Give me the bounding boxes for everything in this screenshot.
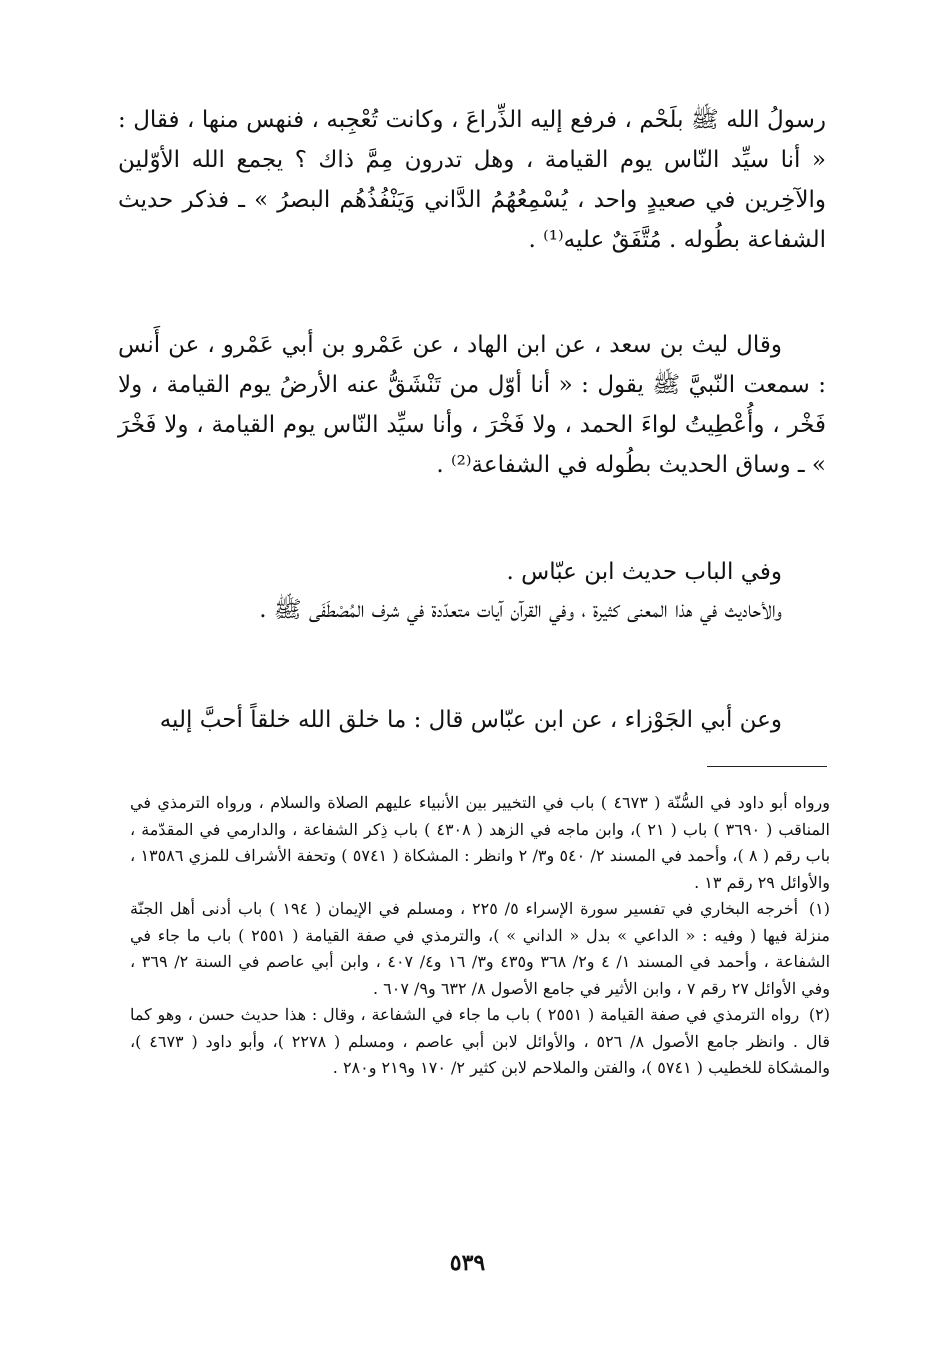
body-paragraph-3 (118, 552, 826, 592)
page-number: ٥٣٩ (449, 1250, 486, 1276)
body-paragraph-5 (118, 700, 826, 740)
footnote-text: رواه الترمذي في صفة القيامة ( ٢٥٥١ ) باب ما جاء في الشفاعة ، وقال : هذا حديث حسن ، وهو كما قال . وانظر جامع الأصول ٨/ ٥٢٦ ، والأوائل لابن أبي عاصم ، ومسلم ( ٢٢٧٨ )، وأبو داود ( ٤٦٧٣ )، والمشكاة للخطيب ( ٥٧٤١ )، والفتن والملاحم لابن كثير ٢/ ١٧٠ و٢١٩ و٢٨٠ . (130, 1005, 830, 1077)
paragraph-text: وفي الباب حديث ابن عبّاس . (506, 559, 782, 585)
paragraph-text: والأحاديث في هذا المعنى كثيرة ، وفي القرآن آيات متعدّدة في شرف المُصْطَفَى ﷺ . (259, 597, 782, 623)
footnote-1 (130, 896, 830, 1002)
paragraph-text: رسولُ الله ﷺ بلَحْم ، فرفع إليه الذِّراعَ ، وكانت تُعْجِبه ، فنهس منها ، فقال : « أنا سيِّد النّاس يوم القيامة ، وهل تدرون مِمَّ ذاك ؟ يجمع الله الأوّلين والآخِرين في صعيدٍ واحد ، يُسْمِعُهُمُ الدَّاني وَيَنْفُذُهُم البصرُ » ـ فذكر حديث الشفاعة بطُوله . مُتَّفَقٌ عليه⁽¹⁾ . (118, 107, 826, 253)
footnote-separator (707, 766, 827, 767)
footnote-number: (٢) (808, 1005, 830, 1024)
footnote-2 (130, 1002, 830, 1082)
footnotes (130, 790, 830, 1082)
footnote-number: (١) (808, 899, 830, 918)
paragraph-text: وعن أبي الجَوْزاء ، عن ابن عبّاس قال : ما خلق الله خلقاً أحبَّ إليه (159, 707, 782, 733)
body-paragraph-1 (118, 100, 826, 260)
footnote-continuation: ورواه أبو داود في السُّنّة ( ٤٦٧٣ ) باب في التخيير بين الأنبياء عليهم الصلاة والسلام ، ورواه الترمذي في المناقب ( ٣٦٩٠ ) باب ( ٢١ )، وابن ماجه في الزهد ( ٤٣٠٨ ) باب ذِكر الشفاعة ، والدارمي في المقدّمة ، باب رقم ( ٨ )، وأحمد في المسند ٢/ ٥٤٠ و٣/ ٢ وانظر : المشكاة ( ٥٧٤١ ) وتحفة الأشراف للمزي ١٣٥٨٦ ، والأوائل ٢٩ رقم ١٣ . (130, 793, 831, 892)
body-paragraph-4 (118, 590, 826, 630)
body-paragraph-2 (118, 325, 826, 485)
footnote-text: أخرجه البخاري في تفسير سورة الإسراء ٥/ ٢٢٥ ، ومسلم في الإيمان ( ١٩٤ ) باب أدنى أهل الجنّة منزلة فيها ( وفيه : « الداعي » بدل « الداني » )، والترمذي في صفة القيامة ( ٢٥٥١ ) باب ما جاء في الشفاعة ، وأحمد في المسند ١/ ٤ و٢/ ٣٦٨ و٤٣٥ و٣/ ١٦ و٤/ ٤٠٧ ، وابن أبي عاصم في السنة ٢/ ٣٦٩ ، وفي الأوائل ٢٧ رقم ٧ ، وابن الأثير في جامع الأصول ٨/ ٦٣٢ و٩/ ٦٠٧ . (130, 899, 831, 998)
paragraph-text: وقال ليث بن سعد ، عن ابن الهاد ، عن عَمْرو بن أبي عَمْرو ، عن أَنس : سمعت النّبيَّ ﷺ يقول : « أنا أوّل من تَنْشَقُّ عنه الأرضُ يوم القيامة ، ولا فَخْر ، وأُعْطِيتُ لواءَ الحمد ، ولا فَخْرَ ، وأنا سيِّد النّاس يوم القيامة ، ولا فَخْرَ » ـ وساق الحديث بطُوله في الشفاعة⁽²⁾ . (118, 332, 826, 478)
